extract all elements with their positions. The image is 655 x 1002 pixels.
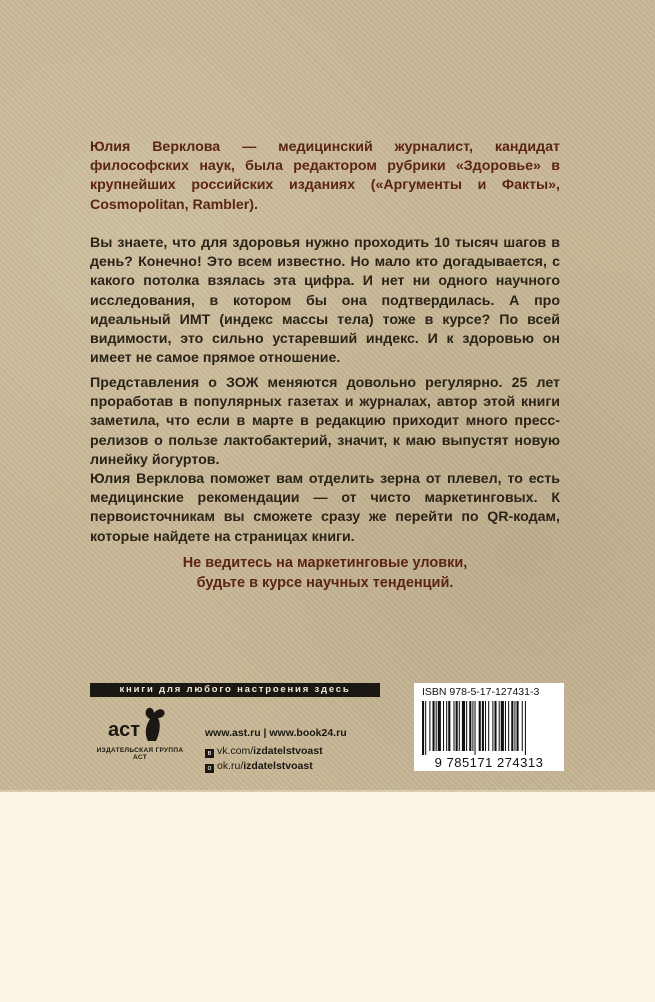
description-paragraph-2: Представления о ЗОЖ меняются довольно регулярно. 25 лет проработав в популярных газетах и журналах, автор этой книги заметила, что если в марте в редакцию приходит много пресс-релизов о пользе лактобактерий, значит, к маю выпустят новую линейку йогуртов. <box>90 375 560 468</box>
odnoklassniki-icon: о <box>205 764 214 773</box>
vk-link[interactable] <box>205 745 323 758</box>
barcode-bar <box>436 701 437 751</box>
barcode-bar <box>492 701 493 751</box>
barcode-bar <box>443 701 444 751</box>
ok-link[interactable] <box>205 760 313 773</box>
barcode-bar <box>462 701 465 751</box>
barcode-bar <box>472 701 473 751</box>
bottom-band <box>0 790 655 1002</box>
barcode-bar <box>446 701 447 751</box>
barcode-bar <box>494 701 496 751</box>
isbn-digits: 9 785171 274313 <box>434 755 544 770</box>
barcode-bar <box>438 701 441 751</box>
barcode-bar <box>508 701 509 751</box>
vk-prefix: vk.com/ <box>217 745 254 757</box>
isbn-label: ISBN 978-5-17-127431-3 <box>422 686 540 698</box>
barcode-bar <box>429 701 430 751</box>
vk-icon: в <box>205 749 214 758</box>
publisher-tagline: книги для любого настроения здесь <box>90 683 380 697</box>
barcode-bar <box>501 701 504 751</box>
slogan-line-2: будьте в курсе научных тенденций. <box>196 574 454 591</box>
logo-text: аст <box>108 719 141 741</box>
barcode-bar <box>479 701 481 751</box>
barcode-bar <box>485 701 486 751</box>
barcode-bar <box>425 701 426 755</box>
barcode-image <box>422 701 556 755</box>
author-bio: Юлия Верклова — медицинский журналист, кандидат философских наук, была редактором рубрики «Здоровье» в крупнейших российских изданиях («Аргументы и Факты», Cosmopolitan, Rambler). <box>90 139 560 213</box>
barcode-bar <box>448 701 450 751</box>
description-paragraph-1: Вы знаете, что для здоровья нужно проходить 10 тысяч шагов в день? Конечно! Это всем известно. Но мало кто догадывается, с какого потолка взялась эта цифра. И нет ни одного научного исследования, в котором бы она подтвердилась. А про идеальный ИМТ (индекс массы тела) тоже в курсе? По всей видимости, это сильно устаревший индекс. И к здоровью он имеет не самое прямое отношение. <box>90 235 560 367</box>
barcode-bar <box>459 701 460 751</box>
publisher-sites[interactable]: www.ast.ru | www.book24.ru <box>205 727 347 739</box>
ast-logo <box>104 703 174 743</box>
barcode-bar <box>456 701 458 751</box>
barcode-bar <box>522 701 523 751</box>
barcode-bar <box>511 701 513 751</box>
barcode-bar <box>499 701 500 751</box>
barcode-bar <box>517 701 519 751</box>
barcode-bar <box>433 701 435 751</box>
description-paragraph-3: Юлия Верклова поможет вам отделить зерна от плевел, то есть медицинские рекомендации — от чисто маркетинговых. К первоисточникам вы сможете сразу же перейти по QR-кодам, которые найдете на страницах книги. <box>90 471 560 545</box>
barcode-bar <box>514 701 515 751</box>
ok-handle: izdatelstvoast <box>243 760 313 772</box>
barcode-bar <box>488 701 489 751</box>
ok-prefix: ok.ru/ <box>217 760 244 772</box>
slogan-line-1: Не ведитесь на маркетинговые уловки, <box>182 555 468 571</box>
description-block <box>90 374 560 547</box>
barcode-bar <box>505 701 506 751</box>
barcode-bar <box>482 701 484 751</box>
barcode-bar <box>466 701 467 751</box>
slogan <box>90 554 560 593</box>
barcode-bar <box>469 701 471 751</box>
publisher-name: ИЗДАТЕЛЬСКАЯ ГРУППА АСТ <box>96 747 184 761</box>
barcode-bar <box>525 701 526 755</box>
barcode-bar <box>422 701 424 755</box>
vk-handle: izdatelstvoast <box>253 745 323 757</box>
barcode-bar <box>475 701 476 755</box>
isbn-barcode-box <box>414 683 564 771</box>
barcode-bar <box>454 701 455 751</box>
